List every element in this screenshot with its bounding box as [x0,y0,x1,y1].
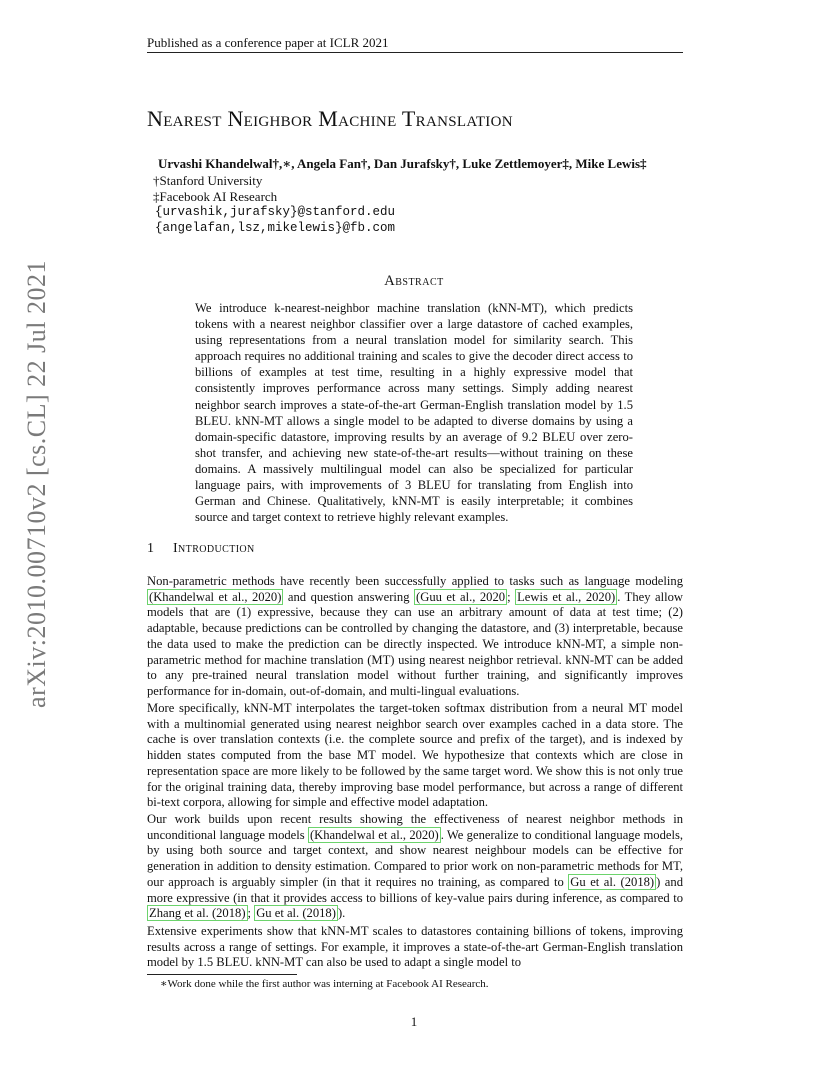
affiliation-facebook: ‡Facebook AI Research [153,189,278,204]
email-facebook: {angelafan,lsz,mikelewis}@fb.com [155,221,396,235]
citation-link[interactable]: (Khandelwal et al., 2020) [309,827,439,842]
text-run: . We generalize to conditional language models, by using both source and target context, and show nearest neighbour models can be effective for generation in addition to density estimation. Compared to prior work on non-parametric methods for MT, our approach is arguably simpler (in that it requires no training, as compared to [147,827,683,889]
footnote-rule [147,974,297,975]
email-stanford: {urvashik,jurafsky}@stanford.edu [155,205,396,219]
text-run: ). [337,906,346,921]
text-run: ; [247,906,255,921]
intro-paragraph-3 [147,812,683,922]
author-list: Urvashi Khandelwal†,∗, Angela Fan†, Dan Jurafsky†, Luke Zettlemoyer‡, Mike Lewis‡ [158,156,647,171]
intro-paragraph-4: Extensive experiments show that kNN-MT scales to datastores containing billions of tokens, improving results across a range of settings. For example, it improves a state-of-the-art German-English translation model by 1.5 BLEU. kNN-MT can also be used to adapt a single model to [147,924,683,970]
affiliation-stanford: †Stanford University [153,173,263,188]
abstract-heading: Abstract [384,273,444,289]
running-header: Published as a conference paper at ICLR 2021 [147,35,389,50]
text-run: Non-parametric methods have recently been successfully applied to tasks such as language modeling [147,574,683,588]
paper-title: Nearest Neighbor Machine Translation [147,106,513,131]
section-title: Introduction [173,541,255,556]
intro-paragraph-2: More specifically, kNN-MT interpolates the target-token softmax distribution from a neural MT model with a multinomial generated using nearest neighbor search over examples cached in a data store. The cache is over translation contexts (i.e. the complete source and prefix of the target), and is indexed by hidden states computed from the base MT model. We hypothesize that contexts which are close in representation space are more likely to be followed by the same target word. We show this is not only true for the original training data, thereby improving base model performance, but across a range of different bi-text corpora, allowing for simple and effective model adaptation. [147,701,683,810]
citation-link[interactable]: Gu et al. (2018) [570,874,655,889]
citation-link[interactable]: (Guu et al., 2020 [416,589,506,604]
intro-paragraph-1 [147,574,683,700]
header-rule [147,52,683,53]
arxiv-stamp-text: arXiv:2010.00710v2 [cs.CL] 22 Jul 2021 [22,260,51,708]
text-run: ; [507,589,516,604]
citation-link[interactable]: (Khandelwal et al., 2020) [149,589,282,604]
citation-link[interactable]: Gu et al. (2018) [256,906,336,921]
citation-link[interactable]: Lewis et al., 2020) [517,589,616,604]
section-number: 1 [147,541,155,556]
citation-link[interactable]: Zhang et al. (2018) [149,906,246,921]
text-run: and question answering [283,589,415,604]
section-heading-introduction [147,541,255,557]
text-run: . They allow models that are (1) expressive, because they can use an arbitrary amount of data at test time; (2) adaptable, because predictions can be controlled by changing the datastore, and (3) interpretable, because the data used to make the prediction can be directly inspected. We introduce kNN-MT, a simple non-parametric method for machine translation (MT) using nearest neighbor retrieval. kNN-MT can be added to any pre-trained neural translation model without further training, and significantly improves performance for in-domain, out-of-domain, and multi-lingual evaluations. [147,589,683,698]
text-run: ) and more expressive (in that it provides access to billions of key-value pairs during inference, as compared to [147,874,683,905]
text-run: Our work builds upon recent results showing the effectiveness of nearest neighbor methods in unconditional language models [147,812,683,842]
abstract-text: We introduce k-nearest-neighbor machine translation (kNN-MT), which predicts tokens with a nearest neighbor classifier over a large datastore of cached examples, using representations from a neural translation model for similarity search. This approach requires no additional training and scales to give the decoder direct access to billions of examples at test time, resulting in a highly expressive model that consistently improves performance across many settings. Simply adding nearest neighbor search improves a state-of-the-art German-English translation model by 1.5 BLEU. kNN-MT allows a single model to be adapted to diverse domains by using a domain-specific datastore, improving results by an average of 9.2 BLEU over zero-shot transfer, and achieving new state-of-the-art results—without training on these domains. A massively multilingual model can also be specialized for particular language pairs, with improvements of 3 BLEU for translating from English into German and Chinese. Qualitatively, kNN-MT is easily interpretable; it combines source and target context to retrieve highly relevant examples. [195,301,633,525]
arxiv-stamp [17,260,57,708]
page-number: 1 [410,1014,418,1029]
footnote: ∗Work done while the first author was interning at Facebook AI Research. [160,978,489,990]
